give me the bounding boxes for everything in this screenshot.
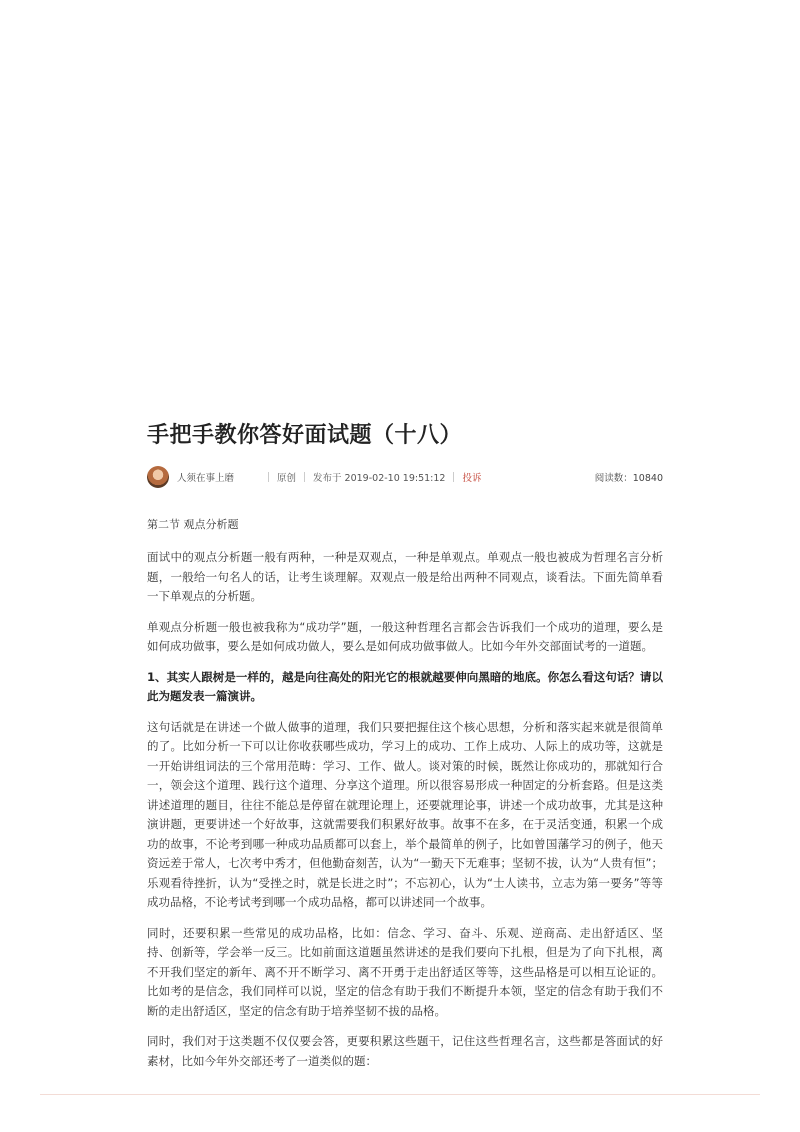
author-name[interactable]: 人须在事上磨	[177, 473, 235, 484]
meta-divider	[453, 472, 454, 482]
bottom-divider	[40, 1094, 760, 1095]
meta-divider	[304, 472, 305, 482]
section-heading: 第二节 观点分析题	[147, 518, 239, 531]
article-title: 手把手教你答好面试题（十八）	[147, 423, 463, 448]
original-tag: 原创	[277, 473, 297, 484]
article	[147, 418, 663, 1082]
paragraph: 单观点分析题一般也被我称为“成功学”题，一般这种哲理名言都会告诉我们一个成功的道理，要么是如何成功做事，要么是如何成功做人，要么是如何成功做事做人。比如今年外交部面试考的一道题。	[147, 619, 663, 653]
paragraph: 同时，还要积累一些常见的成功品格，比如：信念、学习、奋斗、乐观、逆商高、走出舒适区、坚持、创新等，学会举一反三。比如前面这道题虽然讲述的是我们要向下扎根，但是为了向下扎根，离不开我们坚定的新年、离不开不断学习、离不开勇于走出舒适区等等，这些品格是可以相互论证的。比如考的是信念，我们同样可以说，坚定的信念有助于我们不断提升本领，坚定的信念有助于我们不断的走出舒适区，坚定的信念有助于培养坚韧不拔的品格。	[147, 925, 663, 1018]
read-count: 阅读数：10840	[594, 473, 663, 484]
avatar[interactable]	[147, 466, 169, 488]
paragraph: 面试中的观点分析题一般有两种，一种是双观点，一种是单观点。单观点一般也被成为哲理名言分析题，一般给一句名人的话，让考生谈理解。双观点一般是给出两种不同观点，谈看法。下面先简单看一下单观点的分析题。	[147, 550, 663, 603]
question-heading: 1、其实人跟树是一样的，越是向往高处的阳光它的根就越要伸向黑暗的地底。你怎么看这句话？请以此为题发表一篇演讲。	[147, 669, 663, 703]
paragraph: 这句话就是在讲述一个做人做事的道理，我们只要把握住这个核心思想，分析和落实起来就是很简单的了。比如分析一下可以让你收获哪些成功，学习上的成功、工作上成功、人际上的成功等，这就是一开始讲组词法的三个常用范畴：学习、工作、做人。谈对策的时候，既然让你成功的，那就知行合一，领会这个道理、践行这个道理、分享这个道理。所以很容易形成一种固定的分析套路。但是这类讲述道理的题目，往往不能总是停留在就理论理上，还要就理论事，讲述一个成功故事，尤其是这种演讲题，更要讲述一个好故事，这就需要我们积累好故事。故事不在多，在于灵活变通，积累一个成功的故事，不论考到哪一种成功品质都可以套上，举个最简单的例子，比如曾国藩学习的例子，他天资远差于常人，七次考中秀才，但他勤奋刻苦，认为“一勤天下无难事；坚韧不拔，认为“人贵有恒”；乐观看待挫折，认为“受挫之时，就是长进之时”；不忘初心，认为“士人读书，立志为第一要务”等等成功品格，不论考试考到哪一个成功品格，都可以讲述同一个故事。	[147, 719, 663, 909]
article-meta	[147, 464, 663, 490]
report-link[interactable]: 投诉	[462, 473, 482, 484]
paragraph: 同时，我们对于这类题不仅仅要会答，更要积累这些题干，记住这些哲理名言，这些都是答面试的好素材，比如今年外交部还考了一道类似的题：	[147, 1034, 663, 1068]
publish-time: 发布于 2019-02-10 19:51:12	[313, 473, 446, 484]
meta-divider	[268, 472, 269, 482]
